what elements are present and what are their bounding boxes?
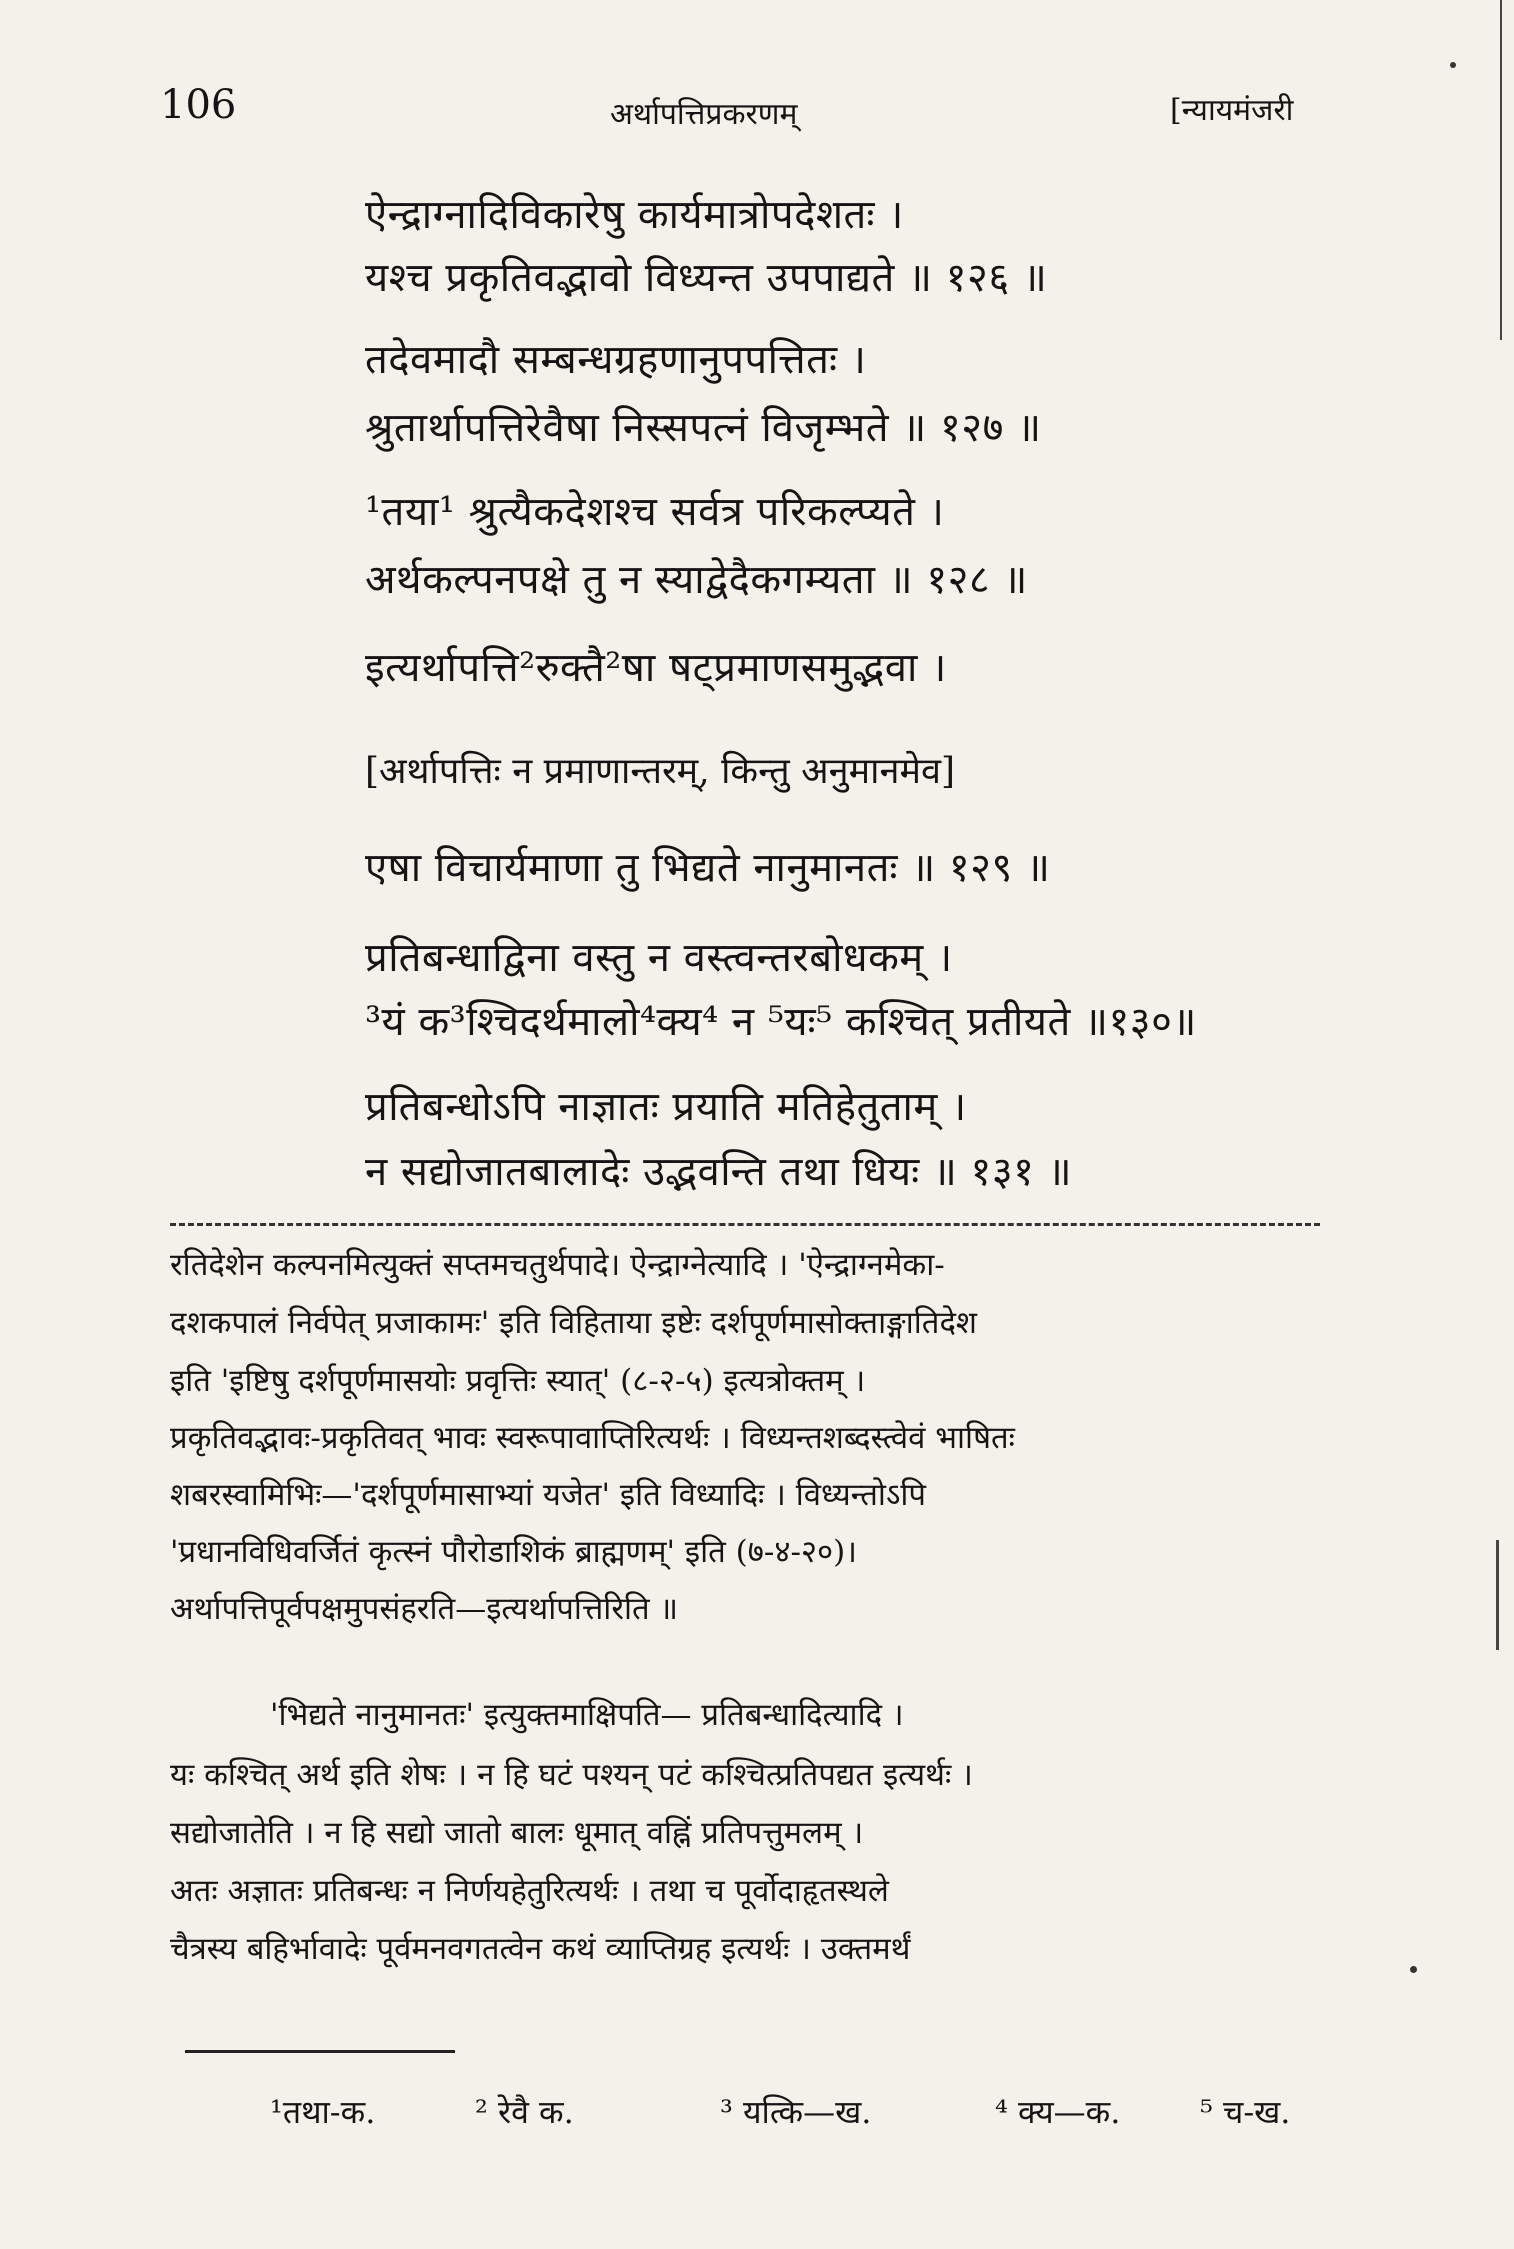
footnote: ⁴ क्य—क.	[995, 2093, 1121, 2131]
page-number: 106	[160, 82, 237, 128]
section-subheading: [अर्थापत्तिः न प्रमाणान्तरम्, किन्तु अनुमानमेव]	[365, 751, 956, 792]
verse-line: ³यं क³श्चिदर्थमालो⁴क्य⁴ न ⁵यः⁵ कश्चित् प्रतीयते ॥१३०॥	[365, 999, 1197, 1045]
commentary-line: इति 'इष्टिषु दर्शपूर्णमासयोः प्रवृत्तिः स्यात्' (८-२-५) इत्यत्रोक्तम् ।	[170, 1363, 866, 1399]
page-edge-mark	[1496, 1540, 1499, 1650]
commentary-line: प्रकृतिवद्भावः-प्रकृतिवत् भावः स्वरूपावाप्तिरित्यर्थः । विध्यन्तशब्दस्त्वेवं भाषितः	[170, 1420, 1015, 1456]
verse-line: इत्यर्थापत्ति²रुक्तै²षा षट्प्रमाणसमुद्भवा ।	[365, 645, 947, 691]
verse-line: न सद्योजातबालादेः उद्भवन्ति तथा धियः ॥ १३१ ॥	[365, 1149, 1073, 1195]
separator-rule	[170, 1223, 1320, 1226]
verse-line: श्रुतार्थापत्तिरेवैषा निस्सपत्नं विजृम्भते ॥ १२७ ॥	[365, 405, 1042, 451]
page-header	[160, 82, 1360, 142]
commentary-line: दशकपालं निर्वपेत् प्रजाकामः' इति विहिताया इष्टेः दर्शपूर्णमासोक्ताङ्गातिदेश	[170, 1305, 977, 1341]
verse-line: ऐन्द्राग्नादिविकारेषु कार्यमात्रोपदेशतः ।	[365, 192, 904, 238]
page-edge-mark	[1500, 0, 1502, 340]
book-title: [न्यायमंजरी	[1170, 93, 1294, 128]
commentary-line: यः कश्चित् अर्थ इति शेषः । न हि घटं पश्यन् पटं कश्चित्प्रतिपद्यत इत्यर्थः ।	[170, 1757, 973, 1793]
footnote: ¹तथा-क.	[270, 2093, 376, 2131]
running-title: अर्थापत्तिप्रकरणम्	[610, 97, 798, 132]
footnote: ⁵ च-ख.	[1200, 2093, 1291, 2131]
footnote-rule	[185, 2050, 455, 2053]
verse-line: अर्थकल्पनपक्षे तु न स्याद्वेदैकगम्यता ॥ १२८ ॥	[365, 557, 1028, 603]
footnote: ² रेवै क.	[475, 2093, 574, 2131]
verse-line: ¹तया¹ श्रुत्यैकदेशश्च सर्वत्र परिकल्प्यते ।	[365, 489, 945, 535]
verse-line: प्रतिबन्धोऽपि नाज्ञातः प्रयाति मतिहेतुताम् ।	[365, 1084, 967, 1130]
verse-line: तदेवमादौ सम्बन्धग्रहणानुपपत्तितः ।	[365, 337, 867, 383]
commentary-line: अतः अज्ञातः प्रतिबन्धः न निर्णयहेतुरित्यर्थः । तथा च पूर्वोदाहृतस्थले	[170, 1873, 889, 1909]
commentary-line: 'प्रधानविधिवर्जितं कृत्स्नं पौरोडाशिकं ब्राह्मणम्' इति (७-४-२०)।	[170, 1534, 857, 1570]
verse-line: एषा विचार्यमाणा तु भिद्यते नानुमानतः ॥ १२९ ॥	[365, 845, 1051, 891]
footnote: ³ यत्कि—ख.	[720, 2093, 872, 2131]
scan-speck	[1450, 62, 1456, 68]
scan-speck	[1410, 1966, 1417, 1973]
verse-line: प्रतिबन्धाद्विना वस्तु न वस्त्वन्तरबोधकम् ।	[365, 935, 953, 981]
commentary-line: रतिदेशेन कल्पनमित्युक्तं सप्तमचतुर्थपादे। ऐन्द्राग्नेत्यादि । 'ऐन्द्राग्नमेका-	[170, 1247, 945, 1283]
verse-line: यश्च प्रकृतिवद्भावो विध्यन्त उपपाद्यते ॥ १२६ ॥	[365, 255, 1048, 301]
commentary-line: अर्थापत्तिपूर्वपक्षमुपसंहरति—इत्यर्थापत्तिरिति ॥	[170, 1591, 679, 1627]
commentary-line: सद्योजातेति । न हि सद्यो जातो बालः धूमात् वह्निं प्रतिपत्तुमलम् ।	[170, 1815, 864, 1851]
commentary-line: 'भिद्यते नानुमानतः' इत्युक्तमाक्षिपति— प्रतिबन्धादित्यादि ।	[270, 1697, 904, 1733]
commentary-line: शबरस्वामिभिः—'दर्शपूर्णमासाभ्यां यजेत' इति विध्यादिः । विध्यन्तोऽपि	[170, 1477, 927, 1513]
commentary-line: चैत्रस्य बहिर्भावादेः पूर्वमनवगतत्वेन कथं व्याप्तिग्रह इत्यर्थः । उक्तमर्थं	[170, 1931, 911, 1967]
